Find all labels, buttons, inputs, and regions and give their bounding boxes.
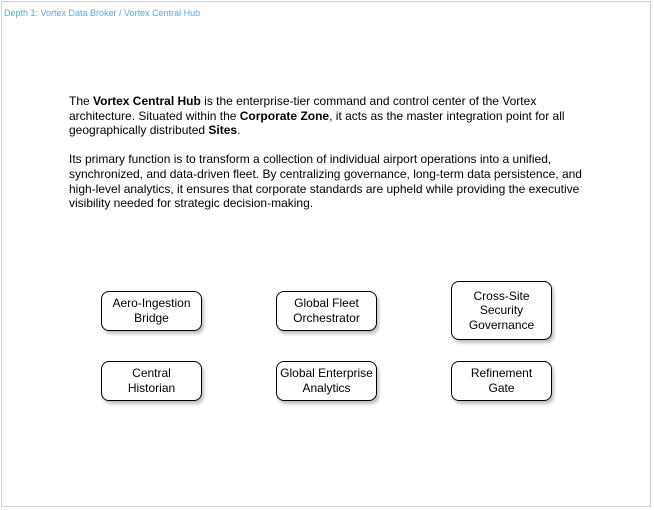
node-label: Global Enterprise Analytics xyxy=(280,366,373,395)
zone-name-bold: Corporate Zone xyxy=(239,108,330,123)
hub-name-bold: Vortex Central Hub xyxy=(93,94,201,108)
hub-description xyxy=(69,94,599,225)
node-central-historian[interactable] xyxy=(101,361,202,401)
description-paragraph-1 xyxy=(69,94,599,138)
text-segment: is the enterprise-tier command and control center of the Vortex architecture. Situated within the xyxy=(69,94,537,123)
node-global-enterprise-analytics[interactable] xyxy=(276,361,377,401)
sites-bold: Sites xyxy=(208,123,238,138)
text-segment: , it acts as the master integration point for all geographically distributed xyxy=(69,108,565,138)
node-label: Cross-Site Security Governance xyxy=(468,288,535,332)
text-segment: The xyxy=(69,94,94,108)
node-global-fleet-orchestrator[interactable] xyxy=(276,291,377,331)
node-label: Aero-Ingestion Bridge xyxy=(112,296,191,325)
node-refinement-gate[interactable] xyxy=(451,361,552,401)
node-cross-site-security-governance[interactable] xyxy=(451,281,552,340)
node-label: Central Historian xyxy=(127,366,176,395)
description-paragraph-2: Its primary function is to transform a collection of individual airport operations into a unified, synchronized, and data-driven fleet. By centralizing governance, long-term data persistence, and high-level analytics, it ensures that corporate standards are upheld while providing the executive visibility needed for strategic decision-making. xyxy=(69,152,582,211)
text-segment: . xyxy=(237,123,241,138)
diagram-canvas xyxy=(1,1,651,507)
breadcrumb[interactable]: Depth 1: Vortex Data Broker / Vortex Central Hub xyxy=(4,8,201,18)
node-label: Global Fleet Orchestrator xyxy=(293,296,360,325)
node-label: Refinement Gate xyxy=(470,366,533,395)
node-aero-ingestion-bridge[interactable] xyxy=(101,291,202,331)
